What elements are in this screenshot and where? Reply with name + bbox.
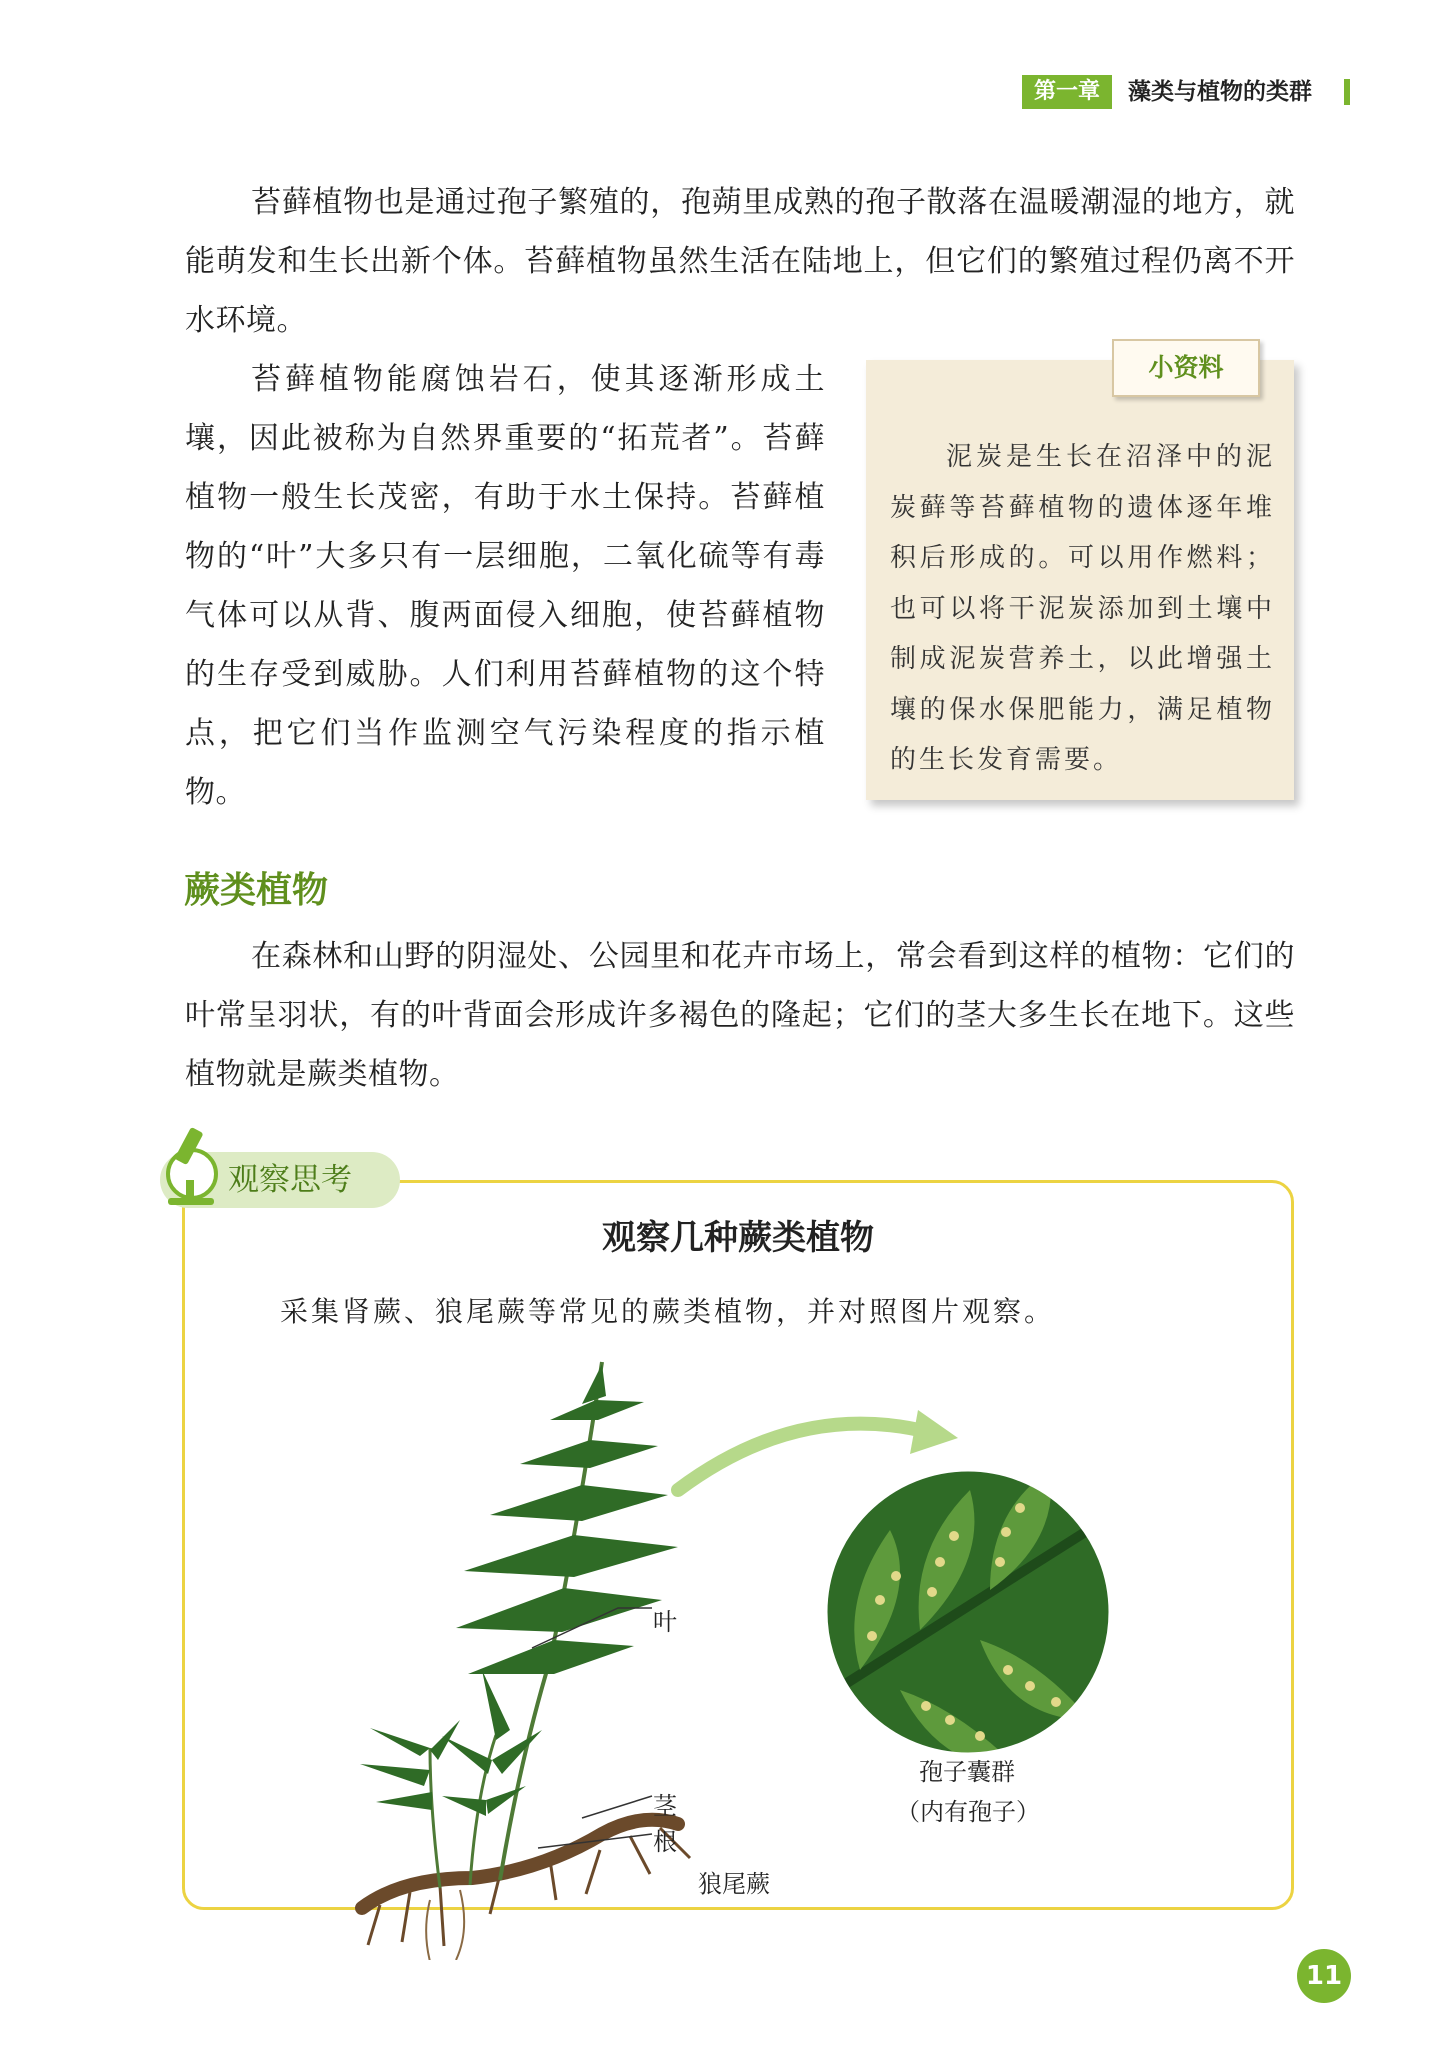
chapter-title: 藻类与植物的类群 [1128,79,1312,105]
label-root: 根 [653,1828,677,1856]
label-leaf: 叶 [653,1608,677,1636]
chapter-accent-bar [1344,79,1350,105]
observe-badge-label: 观察思考 [228,1162,352,1198]
paragraph-moss-ecology: 苔藓植物能腐蚀岩石，使其逐渐形成土壤，因此被称为自然界重要的“拓荒者”。苔藓植物一般生长茂密，有助于水土保持。苔藓植物的“叶”大多只有一层细胞，二氧化硫等有毒气体可以从背、腹两面侵入细胞，使苔藓植物的生存受到威胁。人们利用苔藓植物的这个特点，把它们当作监测空气污染程度的指示植物。 [185,362,825,810]
observe-instruction: 采集肾蕨、狼尾蕨等常见的蕨类植物，并对照图片观察。 [280,1295,1056,1328]
label-stem: 茎 [653,1792,677,1820]
paragraph-moss-reproduction: 苔藓植物也是通过孢子繁殖的，孢蒴里成熟的孢子散落在温暖潮湿的地方，就能萌发和生长出新个体。苔藓植物虽然生活在陆地上，但它们的繁殖过程仍离不开水环境。 [185,185,1295,338]
microscope-icon [156,1122,226,1212]
page-number: 11 [1297,1949,1351,2003]
section-heading: 蕨类植物 [184,870,329,911]
chapter-tag: 第一章 [1022,75,1112,109]
label-fern-name: 狼尾蕨 [698,1870,770,1898]
label-spores: （内有孢子） [896,1798,1040,1826]
observe-title: 观察几种蕨类植物 [602,1218,874,1258]
paragraph-fern-intro: 在森林和山野的阴湿处、公园里和花卉市场上，常会看到这样的植物：它们的叶常呈羽状，有的叶背面会形成许多褐色的隆起；它们的茎大多生长在地下。这些植物就是蕨类植物。 [185,939,1295,1092]
label-sporangia: 孢子囊群 [919,1758,1015,1786]
info-box-tag: 小资料 [1112,339,1260,397]
info-box-text: 泥炭是生长在沼泽中的泥炭藓等苔藓植物的遗体逐年堆积后形成的。可以用作燃料；也可以将干泥炭添加到土壤中制成泥炭营养土，以此增强土壤的保水保肥能力，满足植物的生长发育需要。 [890,442,1275,775]
